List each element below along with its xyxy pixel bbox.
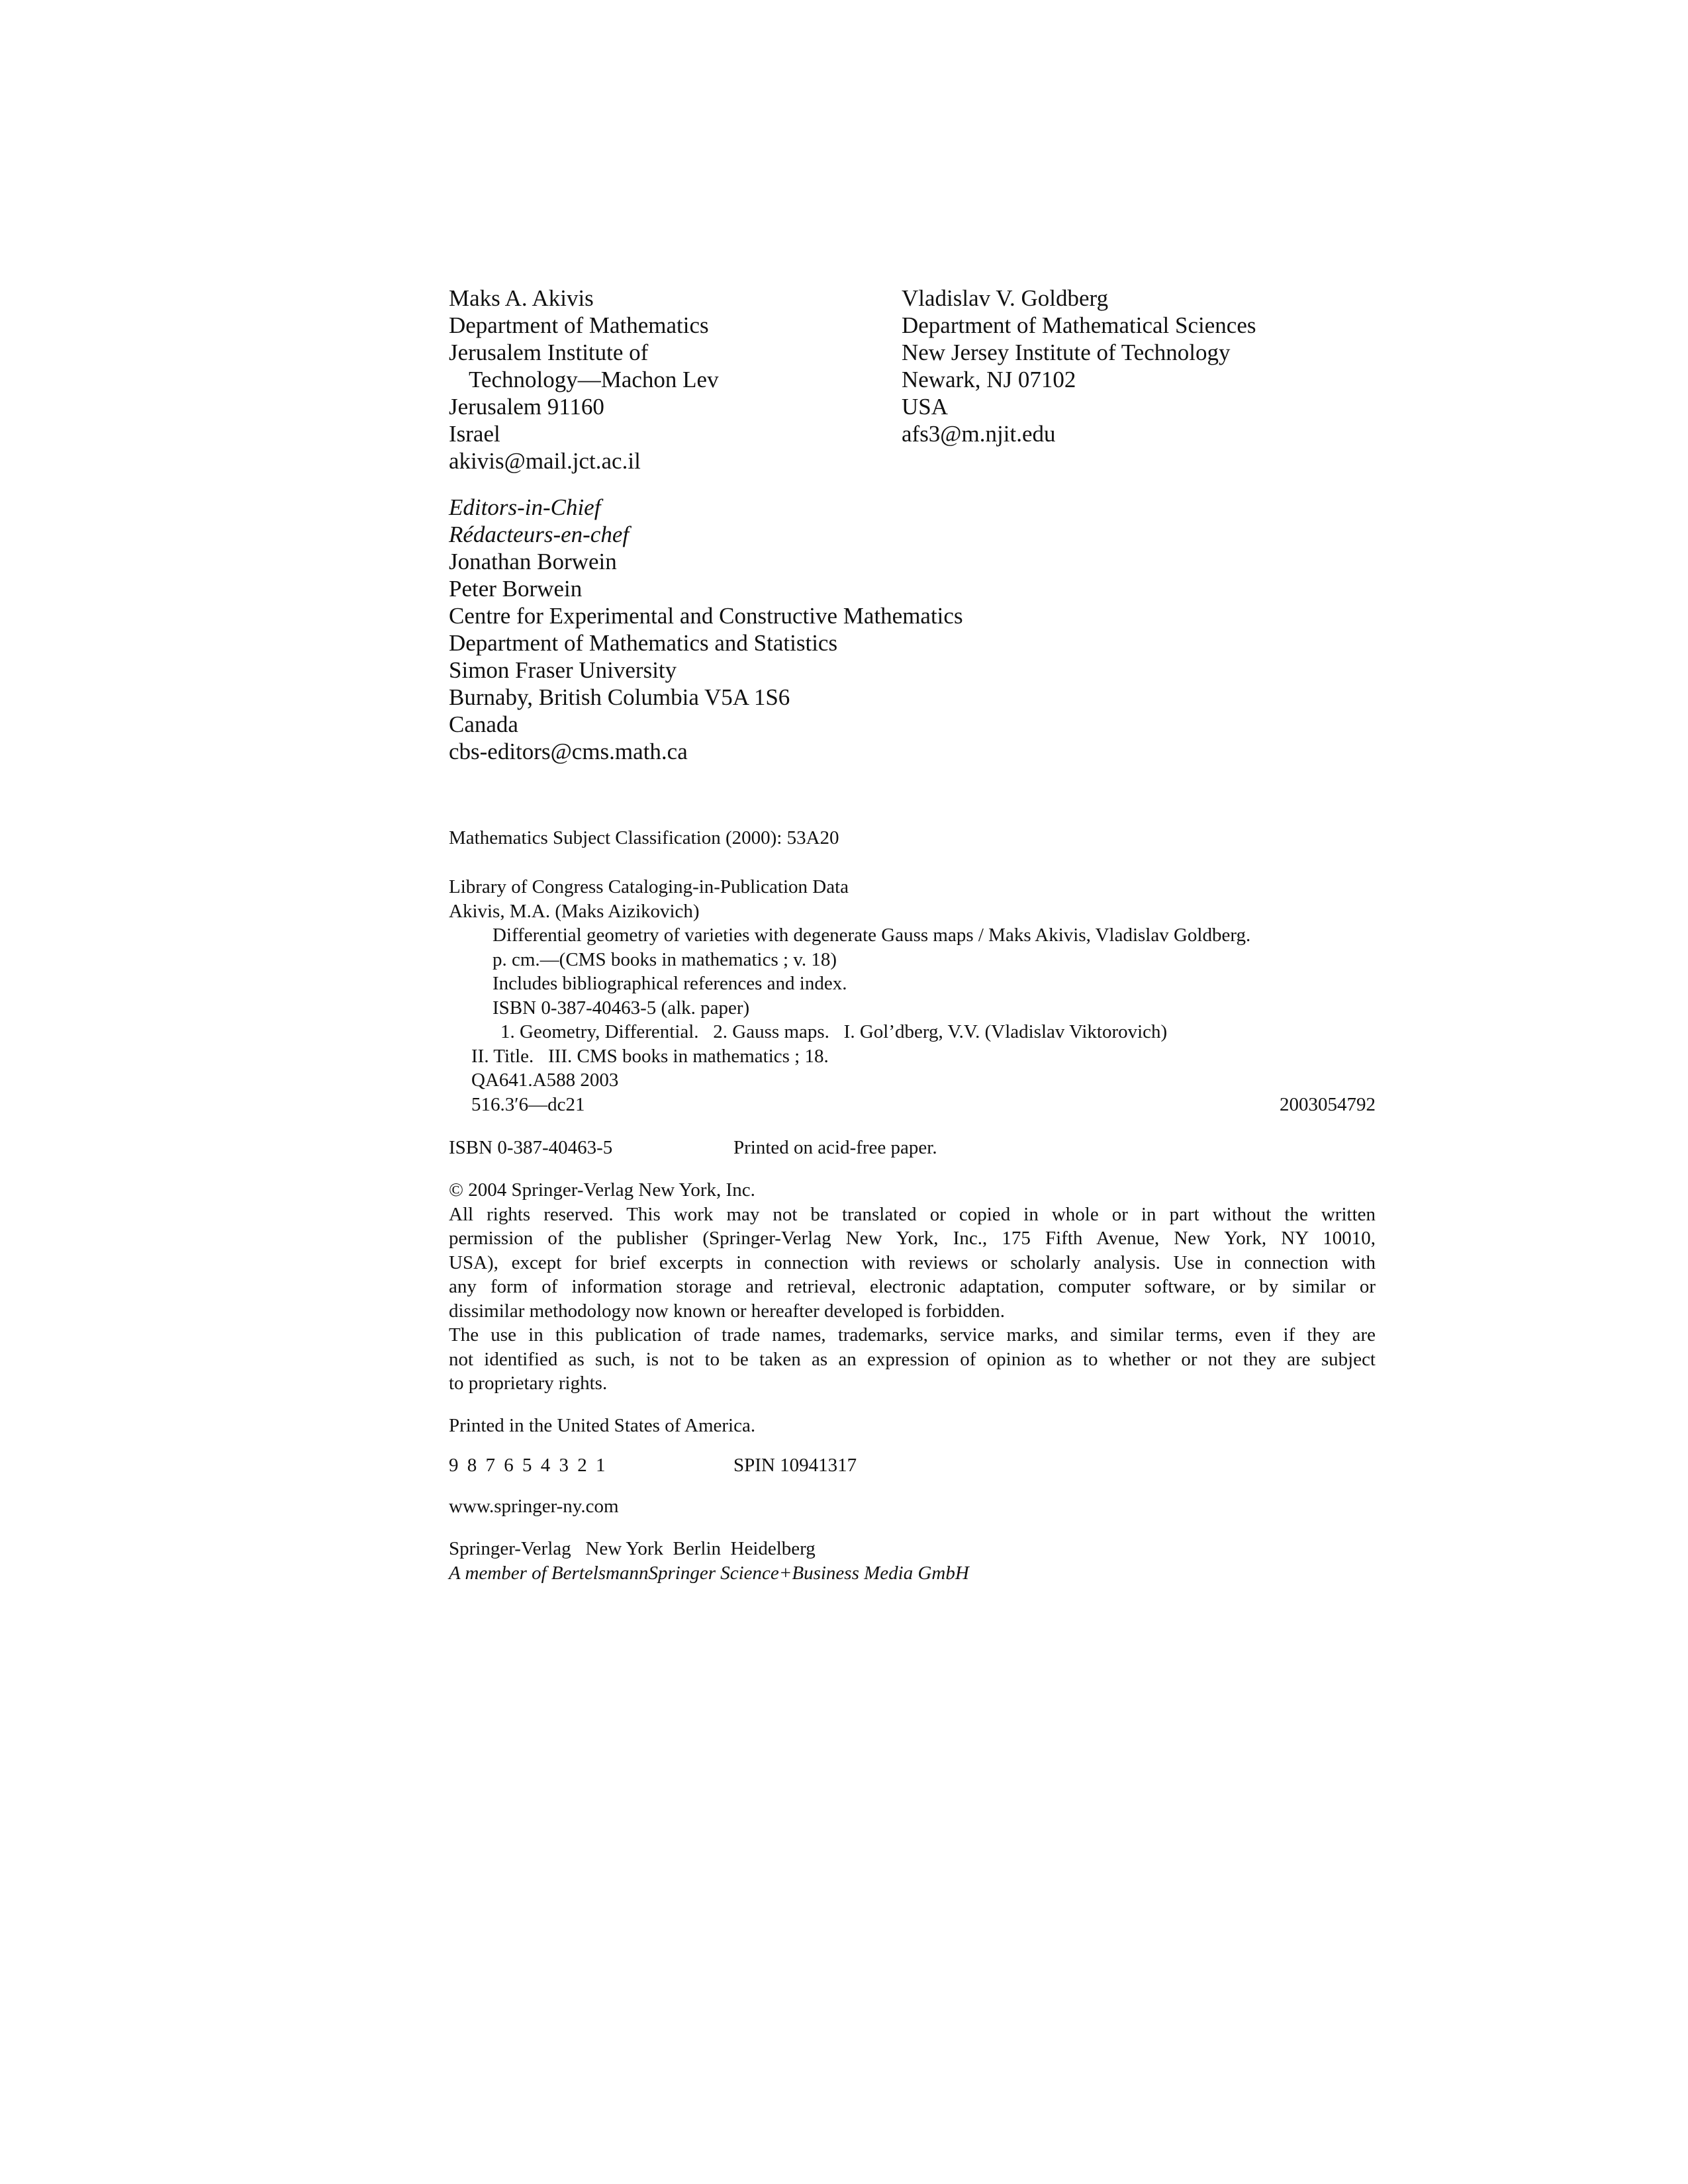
author-name: Maks A. Akivis bbox=[449, 285, 594, 311]
cip-lccn: 2003054792 bbox=[1280, 1093, 1376, 1115]
rights-line: USA), except for brief excerpts in connection with reviews or scholarly analysis. Use in connection with bbox=[449, 1251, 1376, 1273]
website-url: www.springer-ny.com bbox=[449, 1496, 619, 1517]
editors-heading-english: Editors-in-Chief bbox=[449, 494, 601, 520]
author-country: USA bbox=[902, 394, 949, 420]
editors-heading-french: Rédacteurs-en-chef bbox=[449, 522, 630, 547]
cip-title: Differential geometry of varieties with degenerate Gauss maps / Maks Akivis, Vladislav Goldberg. bbox=[492, 925, 1251, 946]
author-department: Department of Mathematical Sciences bbox=[902, 312, 1256, 338]
author-name: Vladislav V. Goldberg bbox=[902, 285, 1109, 311]
cip-main-entry: Akivis, M.A. (Maks Aizikovich) bbox=[449, 900, 700, 922]
spin-number: SPIN 10941317 bbox=[733, 1455, 857, 1476]
author-institution: New Jersey Institute of Technology bbox=[902, 340, 1231, 365]
printed-in bbox=[449, 1414, 755, 1438]
isbn-number: ISBN 0-387-40463-5 bbox=[449, 1137, 613, 1158]
cip-dewey-row bbox=[449, 1093, 1376, 1117]
editor-name: Peter Borwein bbox=[449, 576, 583, 602]
cip-subjects: 1. Geometry, Differential. 2. Gauss maps. I. Gol’dberg, V.V. (Vladislav Viktorovich) bbox=[500, 1021, 1168, 1042]
print-run-numbers: 9 8 7 6 5 4 3 2 1 bbox=[449, 1455, 608, 1476]
author-email: afs3@m.njit.edu bbox=[902, 421, 1056, 447]
editors-block bbox=[449, 494, 963, 765]
rights-line: All rights reserved. This work may not be translated or copied in whole or in part without the written bbox=[449, 1203, 1376, 1225]
editors-email: cbs-editors@cms.math.ca bbox=[449, 739, 688, 764]
editors-university: Simon Fraser University bbox=[449, 657, 677, 683]
copyright-notice: © 2004 Springer-Verlag New York, Inc. bbox=[449, 1179, 755, 1201]
cip-subjects-continued: II. Title. III. CMS books in mathematics ; 18. bbox=[471, 1045, 829, 1067]
cip-isbn: ISBN 0-387-40463-5 (alk. paper) bbox=[492, 997, 750, 1019]
author-city: Jerusalem 91160 bbox=[449, 394, 604, 420]
isbn-line bbox=[449, 1136, 937, 1160]
editors-department: Department of Mathematics and Statistics bbox=[449, 630, 838, 656]
author-country: Israel bbox=[449, 421, 500, 447]
trademark-line: not identified as such, is not to be taken as an expression of opinion as to whether or not they are subject bbox=[449, 1348, 1376, 1370]
cip-lc-call-number: QA641.A588 2003 bbox=[471, 1069, 619, 1091]
msc-line: Mathematics Subject Classification (2000): 53A20 bbox=[449, 827, 839, 848]
editors-city: Burnaby, British Columbia V5A 1S6 bbox=[449, 684, 790, 710]
copyright-block bbox=[449, 1178, 1376, 1396]
editor-name: Jonathan Borwein bbox=[449, 549, 617, 574]
trademark-line: The use in this publication of trade names, trademarks, service marks, and similar terms, even if they are bbox=[449, 1324, 1376, 1345]
cip-pages: p. cm.—(CMS books in mathematics ; v. 18) bbox=[492, 948, 837, 970]
rights-line-last: dissimilar methodology now known or hereafter developed is forbidden. bbox=[449, 1300, 1005, 1322]
author-institution-continued: Technology—Machon Lev bbox=[469, 367, 719, 392]
author-address-goldberg bbox=[902, 285, 1256, 447]
editors-centre: Centre for Experimental and Constructive Mathematics bbox=[449, 603, 963, 629]
trademark-line-last: to proprietary rights. bbox=[449, 1373, 608, 1394]
author-address-akivis bbox=[449, 285, 719, 475]
author-institution: Jerusalem Institute of bbox=[449, 340, 649, 365]
editors-country: Canada bbox=[449, 711, 518, 737]
acid-free-paper-note: Printed on acid-free paper. bbox=[733, 1137, 937, 1158]
cip-dewey-number: 516.3′6—dc21 bbox=[471, 1093, 585, 1115]
cip-heading: Library of Congress Cataloging-in-Publication Data bbox=[449, 876, 849, 897]
publisher-locations: Springer-Verlag New York Berlin Heidelberg bbox=[449, 1538, 816, 1559]
publisher-website bbox=[449, 1494, 619, 1519]
author-department: Department of Mathematics bbox=[449, 312, 709, 338]
cip-notes: Includes bibliographical references and index. bbox=[492, 973, 847, 994]
author-city: Newark, NJ 07102 bbox=[902, 367, 1076, 392]
cip-data-block bbox=[449, 875, 1376, 1116]
rights-line: any form of information storage and retrieval, electronic adaptation, computer software, or by similar or bbox=[449, 1276, 1376, 1297]
printed-in-line: Printed in the United States of America. bbox=[449, 1415, 756, 1436]
publisher-member-note: A member of BertelsmannSpringer Science+Business Media GmbH bbox=[449, 1562, 969, 1584]
publisher-block bbox=[449, 1537, 969, 1585]
print-run-row bbox=[449, 1453, 857, 1478]
subject-classification bbox=[449, 826, 839, 850]
author-email: akivis@mail.jct.ac.il bbox=[449, 448, 641, 474]
rights-line: permission of the publisher (Springer-Verlag New York, Inc., 175 Fifth Avenue, New York, NY 10010, bbox=[449, 1228, 1376, 1249]
